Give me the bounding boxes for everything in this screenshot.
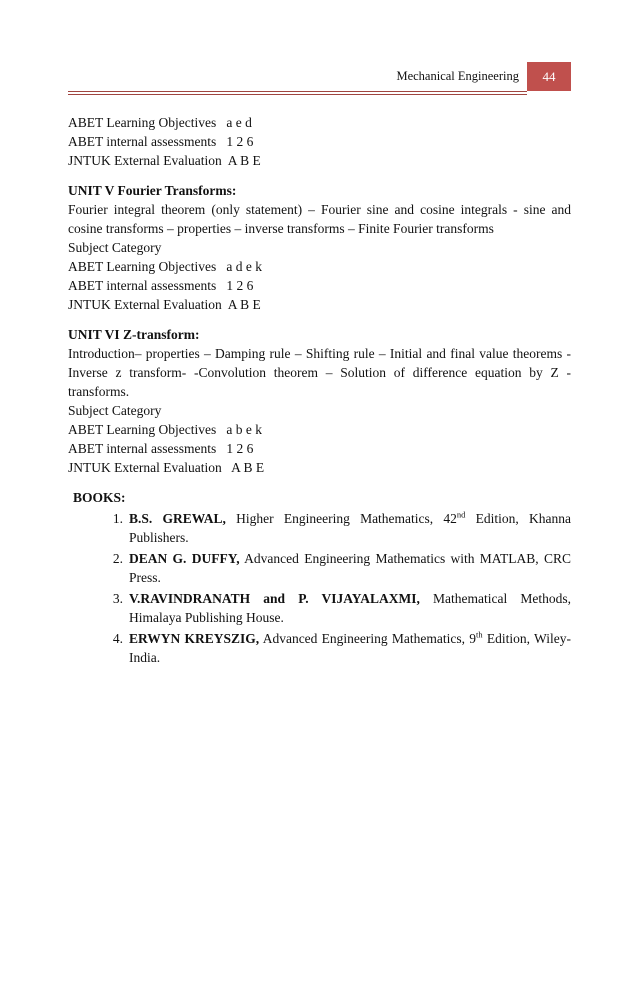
unit5-jntuk-evaluation: JNTUK External Evaluation A B E bbox=[68, 297, 261, 312]
book-number: 4. bbox=[112, 631, 123, 646]
abet-objectives-line: ABET Learning Objectives a e d bbox=[68, 115, 252, 130]
books-title: BOOKS: bbox=[73, 490, 126, 505]
book-author: B.S. GREWAL, bbox=[129, 511, 226, 526]
book-title: Advanced Engineering Mathematics, 9 bbox=[259, 631, 477, 646]
unit5-title: UNIT V Fourier Transforms: bbox=[68, 183, 237, 198]
book-author: V.RAVINDRANATH and P. VIJAYALAXMI, bbox=[129, 591, 420, 606]
book-author: ERWYN KREYSZIG, bbox=[129, 631, 260, 646]
unit6-description: Introduction– properties – Damping rule – Shifting rule – Initial and final value theorems -Inverse z transform- -Convolution theorem – Solution of difference equation by Z -transforms. bbox=[68, 346, 571, 399]
book-title: Higher Engineering Mathematics, 42 bbox=[225, 511, 457, 526]
header-rule-secondary bbox=[68, 94, 527, 95]
page-content bbox=[68, 113, 571, 667]
book-number: 3. bbox=[112, 591, 123, 606]
book-title: Mathematical Methods, Himalaya Publishing House. bbox=[129, 591, 571, 625]
unit6-abet-assessments: ABET internal assessments 1 2 6 bbox=[68, 441, 254, 456]
unit5-abet-assessments: ABET internal assessments 1 2 6 bbox=[68, 278, 254, 293]
book-edition-suffix: nd bbox=[456, 509, 466, 520]
book-text bbox=[129, 629, 571, 667]
page-number-badge: 44 bbox=[527, 62, 571, 91]
book-number: 1. bbox=[112, 511, 123, 526]
book-item bbox=[73, 509, 571, 547]
books-section bbox=[68, 488, 571, 667]
unit6-jntuk-evaluation: JNTUK External Evaluation A B E bbox=[68, 460, 265, 475]
unit6-title: UNIT VI Z-transform: bbox=[68, 327, 200, 342]
page-header bbox=[68, 62, 571, 92]
book-text bbox=[129, 509, 571, 547]
book-item bbox=[73, 549, 571, 587]
book-publisher: Edition, Khanna Publishers. bbox=[129, 511, 571, 545]
abet-assessments-line: ABET internal assessments 1 2 6 bbox=[68, 134, 254, 149]
book-edition-suffix: th bbox=[476, 629, 483, 640]
header-title: Mechanical Engineering bbox=[396, 69, 519, 83]
unit6-subject-category: Subject Category bbox=[68, 403, 162, 418]
book-number: 2. bbox=[112, 551, 123, 566]
unit5-description: Fourier integral theorem (only statement) – Fourier sine and cosine integrals - sine and cosine transforms – properties – inverse transforms – Finite Fourier transforms bbox=[68, 202, 571, 236]
book-item bbox=[73, 589, 571, 627]
unit5-abet-objectives: ABET Learning Objectives a d e k bbox=[68, 259, 262, 274]
unit6-abet-objectives: ABET Learning Objectives a b e k bbox=[68, 422, 262, 437]
book-title: Advanced Engineering Mathematics with MATLAB, CRC Press. bbox=[129, 551, 571, 585]
unit5-subject-category: Subject Category bbox=[68, 240, 162, 255]
book-text bbox=[129, 549, 571, 587]
book-author: DEAN G. DUFFY, bbox=[129, 551, 240, 566]
jntuk-evaluation-line: JNTUK External Evaluation A B E bbox=[68, 153, 261, 168]
book-item bbox=[73, 629, 571, 667]
book-text bbox=[129, 589, 571, 627]
header-rule bbox=[68, 91, 527, 92]
book-publisher: Edition, Wiley-India. bbox=[129, 631, 571, 665]
